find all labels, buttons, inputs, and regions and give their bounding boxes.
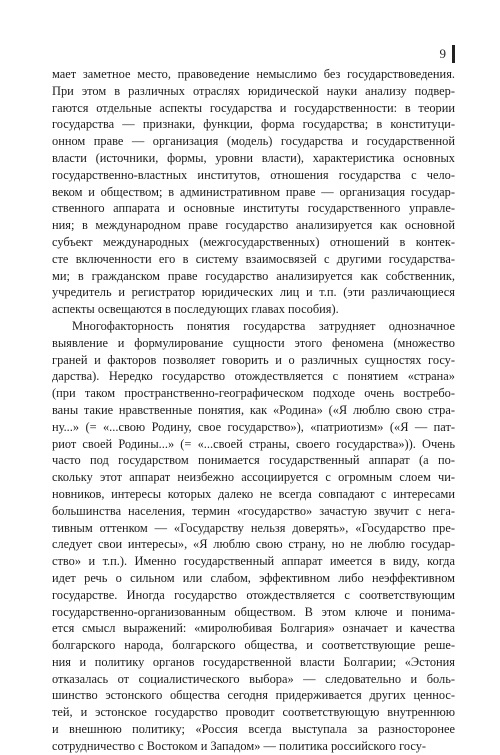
text-line: власти (источники, формы, уровни власти), характеристика основных bbox=[52, 150, 455, 165]
body-text bbox=[52, 66, 455, 755]
text-line: большинства населения, термин «государство» зачастую звучит с нега- bbox=[52, 503, 455, 518]
text-line: государственно-организованным обществом. В этом ключе и понима- bbox=[52, 604, 455, 619]
text-line: сте включенности его в систему взаимосвязей с другими государства- bbox=[52, 251, 455, 266]
text-line: сотрудничество с Востоком и Западом» — политика российского госу- bbox=[52, 738, 427, 753]
page-number-bar bbox=[452, 45, 455, 63]
text-line: следует свои интересы», «Я люблю свою страну, но не люблю государ- bbox=[52, 537, 455, 552]
text-line: тивным оттенком — «Государству нельзя доверять», «Государство пре- bbox=[52, 520, 455, 535]
text-line: ется смысл выражений: «миролюбивая Болгария» означает и качества bbox=[52, 621, 455, 636]
text-line: болгарского народа, болгарского общества, и соответствующие реше- bbox=[52, 638, 455, 653]
text-line: новников, интересы которых далеко не всегда совпадают с интересами bbox=[52, 486, 455, 501]
text-line: ния; в международном праве государство анализируется как основной bbox=[52, 218, 455, 233]
text-line: идет речь о сильном или слабом, эффективном либо неэффективном bbox=[52, 570, 455, 585]
text-line: ну...» (= «...свою Родину, свое государство»), «патриотизм» («Я — пат- bbox=[52, 419, 455, 434]
text-line: гаются отдельные аспекты государства и государственности: в теории bbox=[52, 100, 455, 115]
text-line: При этом в различных отраслях юридической науки анализу подвер- bbox=[52, 83, 455, 98]
text-line: часто под государством понимается государственный аппарат (а по- bbox=[52, 453, 455, 468]
paragraph-2 bbox=[52, 318, 455, 755]
text-line: тей, и эстонское государство проводит соответствующую внутреннюю bbox=[52, 705, 455, 720]
text-line: ство» и т.п.). Именно государственный аппарат имеется в виду, когда bbox=[52, 554, 455, 569]
paragraph-1 bbox=[52, 66, 455, 318]
text-line: государственно-властных институтов, отношения государства с чело- bbox=[52, 167, 455, 182]
text-line: онном праве — организация (модель) государства и государственной bbox=[52, 134, 455, 149]
text-line: ственного аппарата и основные институты государственного управле- bbox=[52, 201, 455, 216]
text-line: ми; в гражданском праве государство анализируется как собственник, bbox=[52, 268, 455, 283]
text-line: веком и обществом; в административном праве — организация государ- bbox=[52, 184, 455, 199]
text-line: государстве. Иногда государство отождествляется с соответствующим bbox=[52, 587, 455, 602]
text-line: субъект международных (межгосударственных) отношений в контек- bbox=[52, 234, 455, 249]
text-line: выявление и формулирование сущности этого феномена (множество bbox=[52, 335, 455, 350]
text-line: ваны такие нравственные понятия, как «Родина» («Я люблю свою стра- bbox=[52, 402, 455, 417]
text-line: (при таком пространственно-географическом подходе очень востребо- bbox=[52, 386, 455, 401]
text-line: аспекты освещаются в последующих главах пособия). bbox=[52, 302, 339, 317]
text-line: Многофакторность понятия государства затрудняет однозначное bbox=[72, 318, 455, 333]
text-line: граней и факторов позволяет говорить и о различных сущностях госу- bbox=[52, 352, 455, 367]
text-line: и внешнюю политику; «Россия всегда выступала за разносторонее bbox=[52, 722, 455, 737]
text-line: шинство эстонского общества сегодня придерживается других ценнос- bbox=[52, 688, 455, 703]
page-number bbox=[440, 45, 456, 63]
text-line: государства — признаки, функции, форма государства; в конституци- bbox=[52, 117, 455, 132]
text-line: отказалась от социалистического выбора» — следовательно и боль- bbox=[52, 671, 455, 686]
text-line: дарства). Нередко государство отождествляется с понятием «страна» bbox=[52, 369, 455, 384]
text-line: учредитель и регистратор юридических лиц и т.п. (эти различающиеся bbox=[52, 285, 455, 300]
text-line: мает заметное место, правоведение немыслимо без государствоведения. bbox=[52, 67, 455, 81]
text-line: риот своей Родины...» (= «...своей страны, своего государства»)). Очень bbox=[52, 436, 455, 451]
page-number-text: 9 bbox=[439, 46, 446, 61]
text-line: скольку этот аппарат неизбежно ассоциируется с огромным слоем чи- bbox=[52, 470, 455, 485]
text-line: ния и политику органов государственной власти Болгарии; «Эстония bbox=[52, 654, 455, 669]
